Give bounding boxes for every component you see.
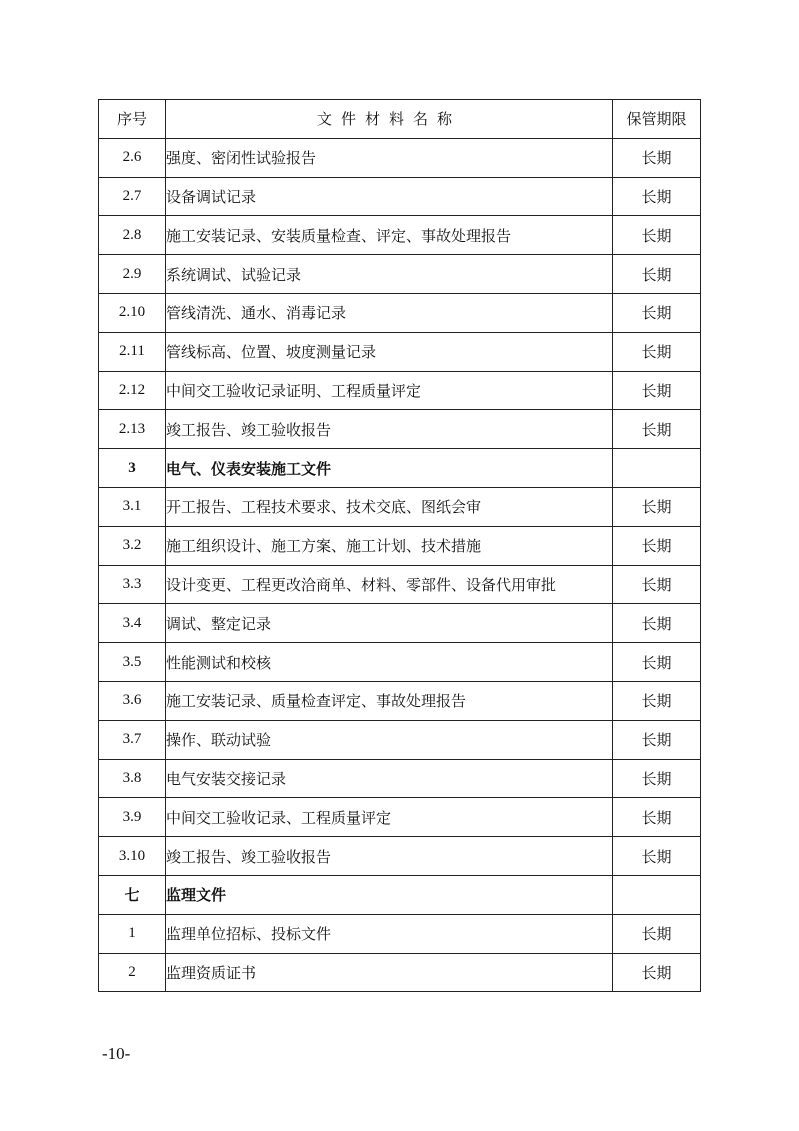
- table-row: [99, 449, 701, 488]
- table-row: [99, 255, 701, 294]
- row-document-name: 电气、仪表安装施工文件: [166, 449, 613, 488]
- row-retention-period: [613, 449, 701, 488]
- row-retention-period: 长期: [613, 759, 701, 798]
- row-retention-period: 长期: [613, 604, 701, 643]
- table-row: [99, 604, 701, 643]
- row-retention-period: 长期: [613, 371, 701, 410]
- row-document-name: 设计变更、工程更改洽商单、材料、零部件、设备代用审批: [166, 565, 613, 604]
- table-row: [99, 798, 701, 837]
- table-row: [99, 371, 701, 410]
- row-document-name: 管线标高、位置、坡度测量记录: [166, 332, 613, 371]
- header-serial-number: 序号: [99, 100, 166, 139]
- table-header-row: [99, 100, 701, 139]
- row-document-name: 施工安装记录、质量检查评定、事故处理报告: [166, 681, 613, 720]
- row-retention-period: 长期: [613, 681, 701, 720]
- table-row: [99, 293, 701, 332]
- table-row: [99, 410, 701, 449]
- row-serial-number: 3.2: [99, 526, 166, 565]
- row-serial-number: 3.6: [99, 681, 166, 720]
- table-row: [99, 526, 701, 565]
- row-document-name: 监理文件: [166, 875, 613, 914]
- row-serial-number: 2.12: [99, 371, 166, 410]
- row-serial-number: 2.8: [99, 216, 166, 255]
- row-serial-number: 2.11: [99, 332, 166, 371]
- row-document-name: 中间交工验收记录证明、工程质量评定: [166, 371, 613, 410]
- row-retention-period: 长期: [613, 255, 701, 294]
- row-retention-period: 长期: [613, 798, 701, 837]
- row-document-name: 竣工报告、竣工验收报告: [166, 410, 613, 449]
- row-serial-number: 七: [99, 875, 166, 914]
- row-retention-period: 长期: [613, 177, 701, 216]
- row-document-name: 中间交工验收记录、工程质量评定: [166, 798, 613, 837]
- table-row: [99, 720, 701, 759]
- row-document-name: 强度、密闭性试验报告: [166, 138, 613, 177]
- row-retention-period: 长期: [613, 293, 701, 332]
- row-serial-number: 2: [99, 953, 166, 992]
- row-serial-number: 3.1: [99, 487, 166, 526]
- row-document-name: 施工安装记录、安装质量检查、评定、事故处理报告: [166, 216, 613, 255]
- table-row: [99, 681, 701, 720]
- row-retention-period: 长期: [613, 565, 701, 604]
- row-retention-period: 长期: [613, 487, 701, 526]
- row-serial-number: 1: [99, 914, 166, 953]
- row-document-name: 系统调试、试验记录: [166, 255, 613, 294]
- row-document-name: 调试、整定记录: [166, 604, 613, 643]
- row-retention-period: 长期: [613, 138, 701, 177]
- row-document-name: 竣工报告、竣工验收报告: [166, 837, 613, 876]
- row-serial-number: 3.5: [99, 643, 166, 682]
- row-serial-number: 3.9: [99, 798, 166, 837]
- row-serial-number: 2.6: [99, 138, 166, 177]
- row-retention-period: 长期: [613, 216, 701, 255]
- row-retention-period: 长期: [613, 643, 701, 682]
- row-document-name: 电气安装交接记录: [166, 759, 613, 798]
- row-retention-period: 长期: [613, 410, 701, 449]
- table-row: [99, 837, 701, 876]
- row-retention-period: [613, 875, 701, 914]
- row-serial-number: 2.7: [99, 177, 166, 216]
- row-retention-period: 长期: [613, 526, 701, 565]
- table-row: [99, 759, 701, 798]
- row-document-name: 开工报告、工程技术要求、技术交底、图纸会审: [166, 487, 613, 526]
- header-document-name: 文件材料名称: [166, 100, 613, 139]
- table-row: [99, 914, 701, 953]
- page-number: -10-: [102, 1044, 131, 1063]
- table-row: [99, 138, 701, 177]
- table-row: [99, 953, 701, 992]
- row-document-name: 性能测试和校核: [166, 643, 613, 682]
- row-serial-number: 2.10: [99, 293, 166, 332]
- table-row: [99, 332, 701, 371]
- row-serial-number: 3.3: [99, 565, 166, 604]
- table-row: [99, 875, 701, 914]
- row-serial-number: 3.4: [99, 604, 166, 643]
- row-serial-number: 2.13: [99, 410, 166, 449]
- document-table: [98, 99, 701, 992]
- row-serial-number: 3.8: [99, 759, 166, 798]
- row-retention-period: 长期: [613, 837, 701, 876]
- row-serial-number: 3: [99, 449, 166, 488]
- row-retention-period: 长期: [613, 332, 701, 371]
- row-serial-number: 3.7: [99, 720, 166, 759]
- header-retention-period: 保管期限: [613, 100, 701, 139]
- row-document-name: 监理资质证书: [166, 953, 613, 992]
- row-document-name: 设备调试记录: [166, 177, 613, 216]
- table-row: [99, 643, 701, 682]
- row-document-name: 施工组织设计、施工方案、施工计划、技术措施: [166, 526, 613, 565]
- table-row: [99, 216, 701, 255]
- row-document-name: 管线清洗、通水、消毒记录: [166, 293, 613, 332]
- table-row: [99, 565, 701, 604]
- row-document-name: 操作、联动试验: [166, 720, 613, 759]
- row-retention-period: 长期: [613, 953, 701, 992]
- table-row: [99, 177, 701, 216]
- row-retention-period: 长期: [613, 720, 701, 759]
- row-serial-number: 2.9: [99, 255, 166, 294]
- row-serial-number: 3.10: [99, 837, 166, 876]
- row-document-name: 监理单位招标、投标文件: [166, 914, 613, 953]
- row-retention-period: 长期: [613, 914, 701, 953]
- table-row: [99, 487, 701, 526]
